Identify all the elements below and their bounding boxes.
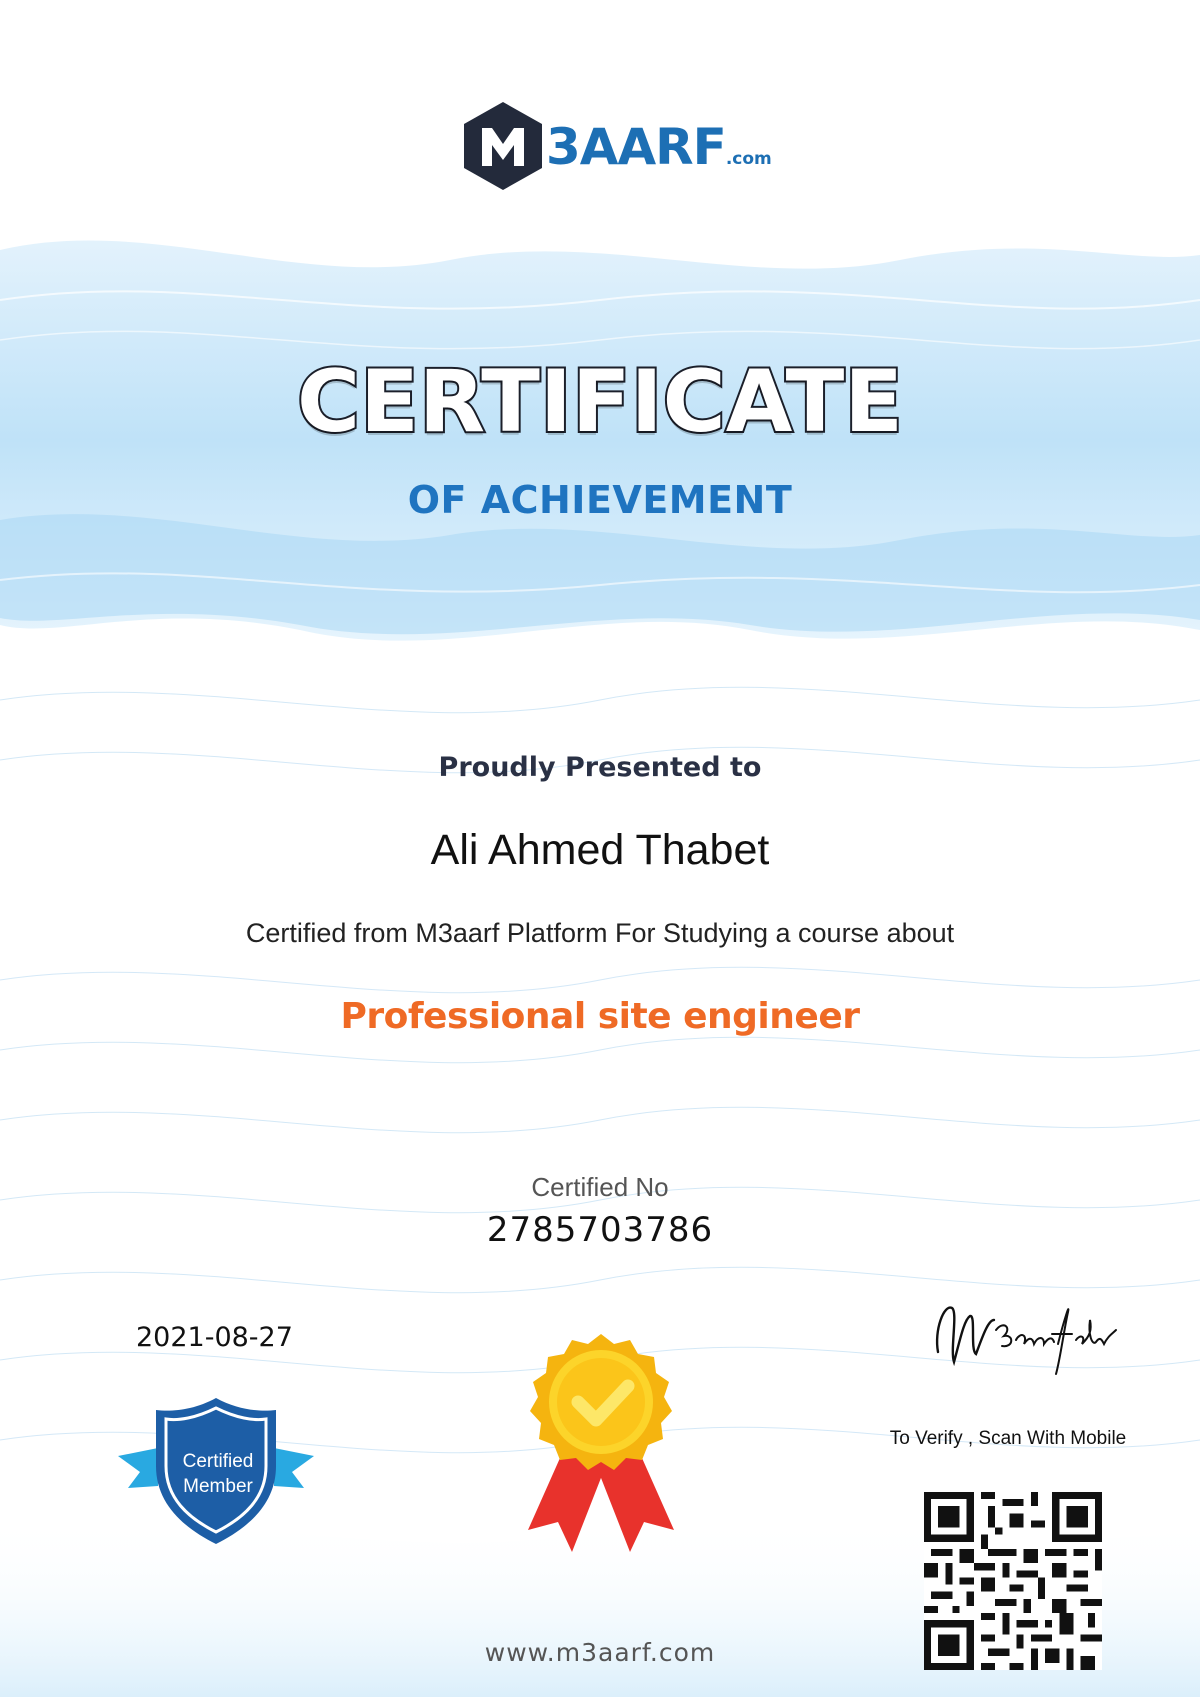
award-medal-icon	[516, 1330, 686, 1560]
recipient-name: Ali Ahmed Thabet	[430, 826, 770, 874]
website-link[interactable]: www.m3aarf.com	[484, 1638, 716, 1667]
certified-number: 2785703786	[486, 1210, 714, 1250]
certified-no-label: Certified No	[531, 1172, 669, 1202]
verify-label: To Verify , Scan With Mobile	[889, 1428, 1127, 1449]
logo-wordmark	[546, 118, 772, 176]
course-name: Professional site engineer	[340, 996, 860, 1037]
signature-image	[924, 1290, 1124, 1380]
certificate-subtitle: OF ACHIEVEMENT	[407, 478, 793, 522]
certified-member-badge	[158, 1449, 278, 1499]
badge-line1: Certified	[182, 1451, 254, 1472]
certificate-title: CERTIFICATE	[296, 352, 904, 452]
badge-line2: Member	[183, 1476, 253, 1497]
presented-label: Proudly Presented to	[438, 752, 762, 783]
certified-from-text: Certified from M3aarf Platform For Studying a course about	[245, 918, 955, 948]
logo-name: 3AARF	[546, 118, 726, 176]
issue-date: 2021-08-27	[136, 1322, 293, 1353]
logo-suffix: .com	[725, 149, 772, 169]
